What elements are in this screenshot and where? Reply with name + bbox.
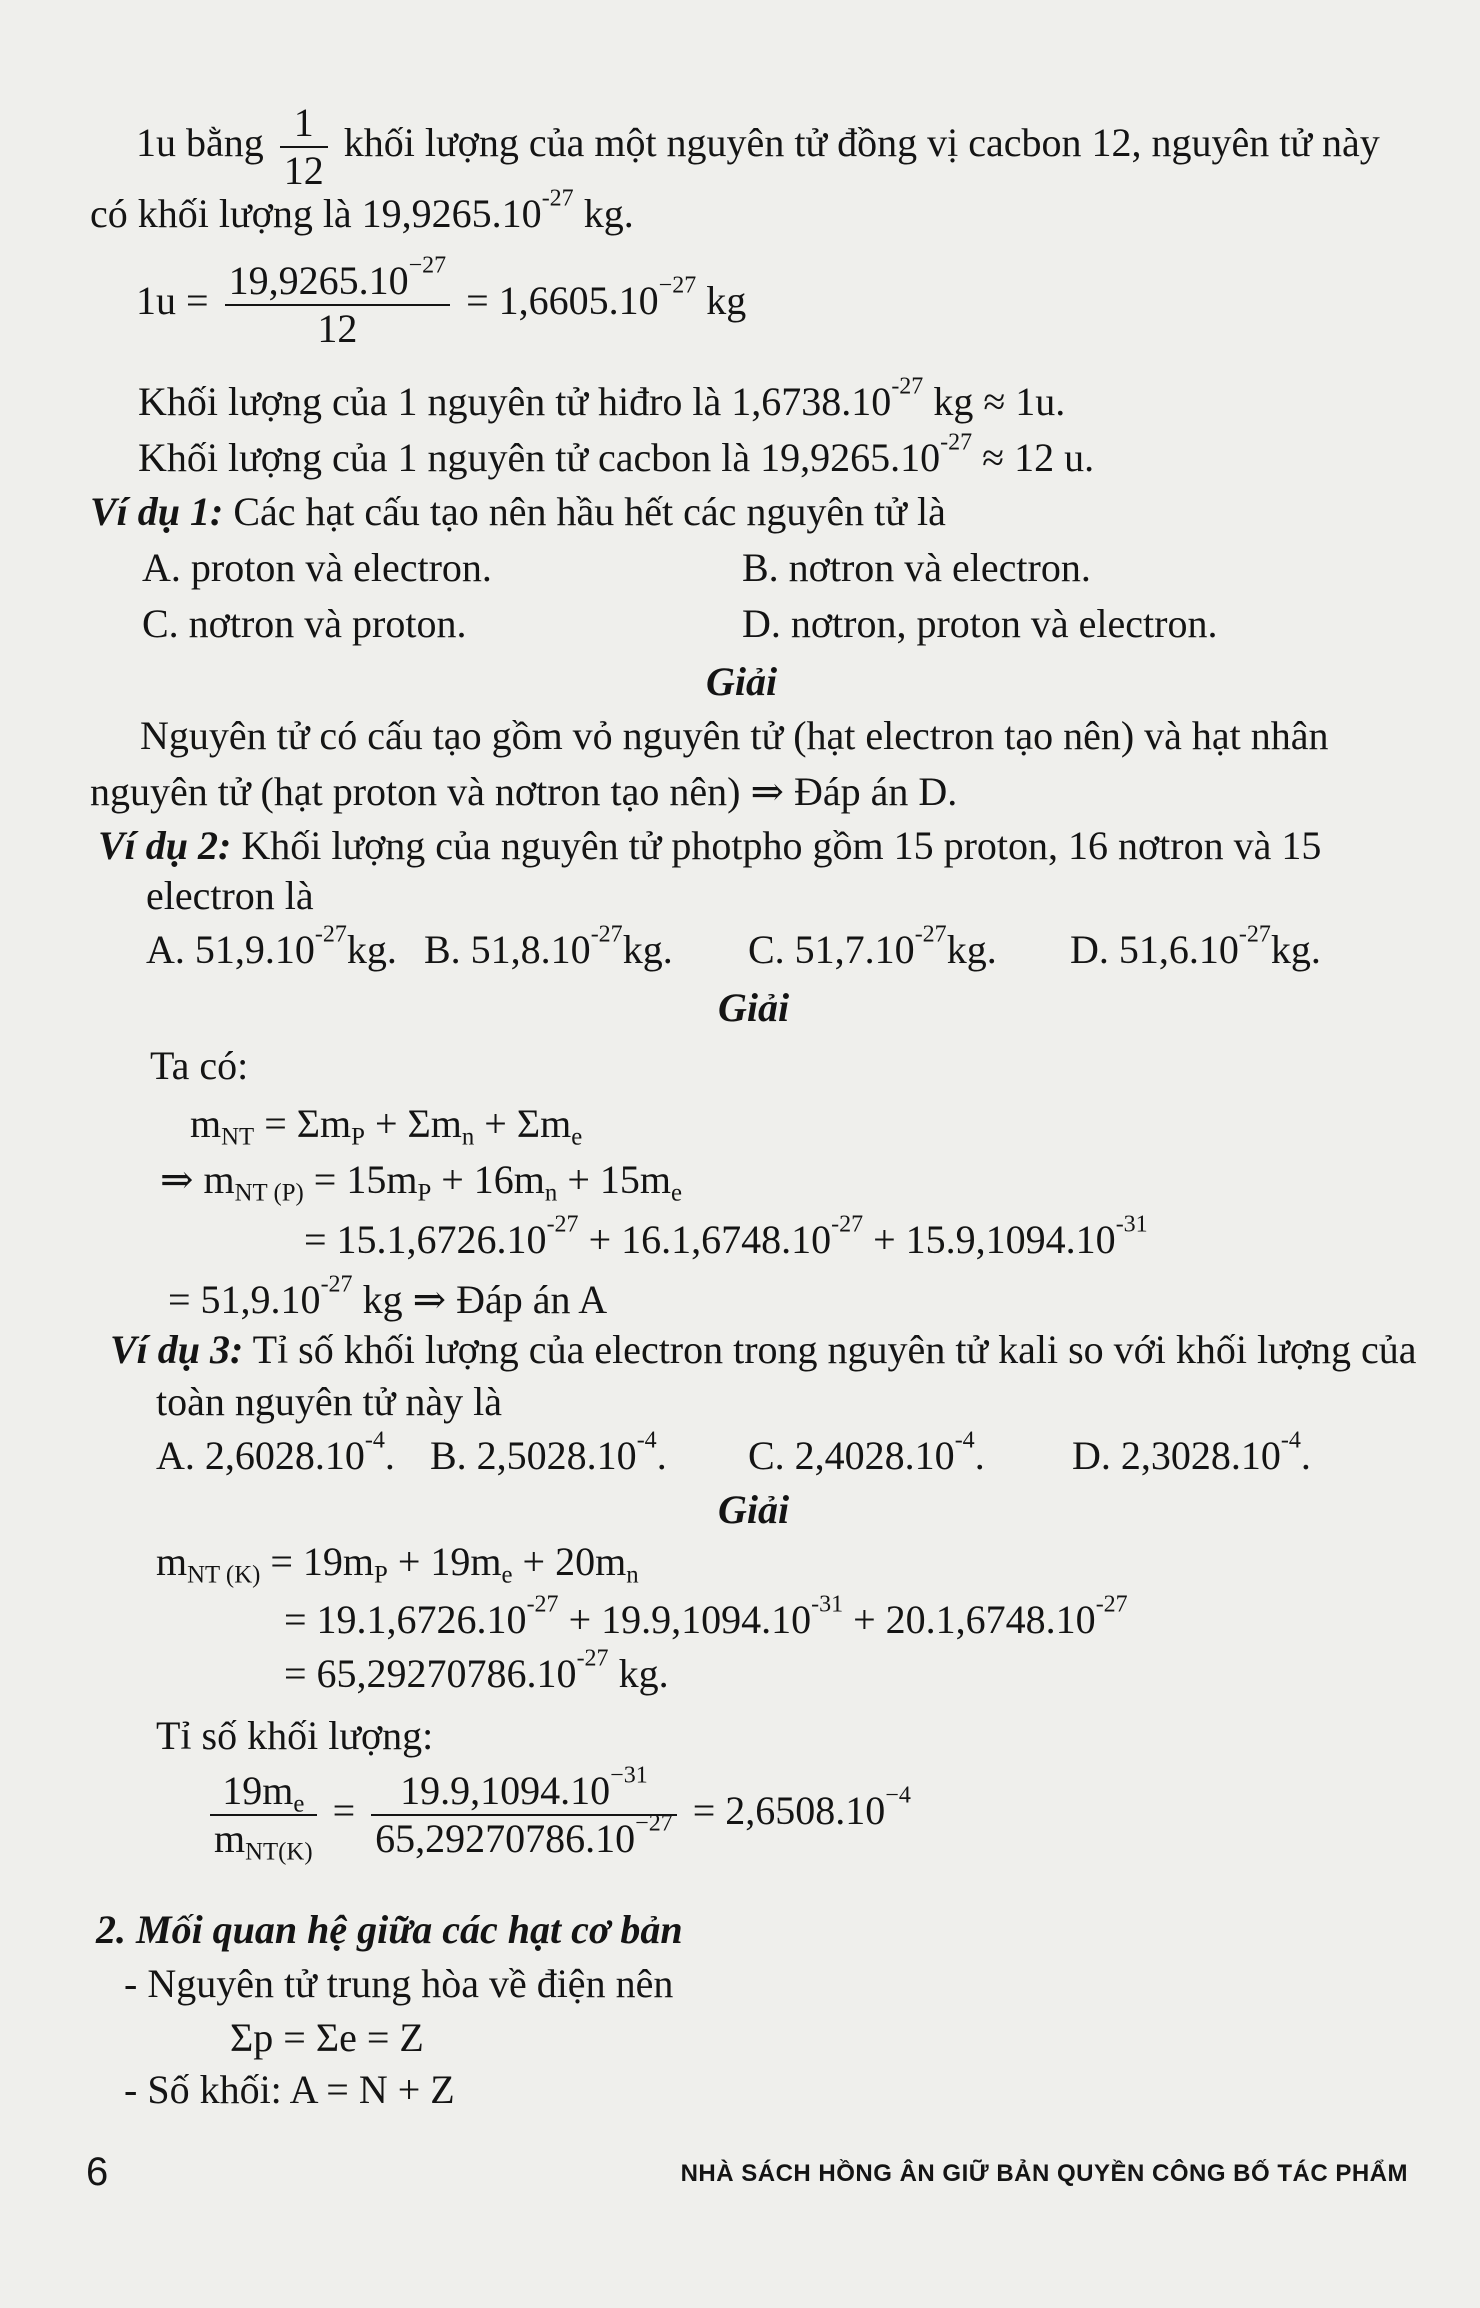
carbon-mass-line: Khối lượng của 1 nguyên tử cacbon là $19,9265.10^{-27} \approx 12$ u. [138,429,1095,480]
example-2-solution-heading: Giải [718,985,790,1030]
atomic-mass-unit-equation: 1u = $\frac{19,9265.10^{-27}}{12}$ = $1,6605.10^{-27}$ kg [136,252,747,351]
example-2-mass-sum-formula: $m_{NT} = \Sigma m_P + \Sigma m_n + \Sigma m_e$ [190,1101,583,1151]
example-3-option-b: B. $2,5028.10^{-4}$. [430,1427,667,1478]
hydrogen-mass-line: Khối lượng của 1 nguyên tử hiđro là $1,6738.10^{-27}$ kg ≈ 1u. [138,373,1066,424]
section-2-heading: 2. Mối quan hệ giữa các hạt cơ bản [96,1907,683,1952]
section-2-line-3: - Số khối: A = N + Z [124,2067,455,2112]
example-3-ratio-label: Tỉ số khối lượng: [156,1713,434,1758]
example-1-solution-line-1: Nguyên tử có cấu tạo gồm vỏ nguyên tử (hạt electron tạo nên) và hạt nhân [140,713,1329,758]
example-2-phosphorus-formula: ⇒ $m_{NT (P)} = 15m_P + 16m_n + 15m_e$ [160,1157,682,1207]
example-3-question-line-1: Ví dụ 3: Tỉ số khối lượng của electron trong nguyên tử kali so với khối lượng của [110,1327,1417,1372]
example-2-option-c: C. $51,7.10^{-27}kg$. [748,921,997,972]
example-3-substitution: = $19.1,6726.10^{-27} + 19.9,1094.10^{-31} + 20.1,6748.10^{-27}$ [284,1591,1128,1642]
example-3-option-c: C. $2,4028.10^{-4}$. [748,1427,985,1478]
example-1-option-b: B. nơtron và electron. [742,545,1091,590]
example-1-solution-line-2: nguyên tử (hạt proton và nơtron tạo nên) ⇒ Đáp án D. [90,769,958,814]
example-2-question-line-1: Ví dụ 2: Khối lượng của nguyên tử photpho gồm 15 proton, 16 nơtron và 15 [98,823,1322,868]
one-twelfth-fraction: $\frac{1}{12}$ [280,100,328,194]
example-3-ratio-equation: $\frac{19m_e}{m_{NT(K)}}$ = $\frac{19.9,1094.10^{-31}}{65,29270786.10^{-27}}$ = $2,6508.10^{-4}$ [204,1768,911,1862]
example-3-option-a: A. $2,6028.10^{-4}$. [156,1427,395,1478]
example-2-option-a: A. $51,9.10^{-27}kg$. [146,921,397,972]
intro-line-2: có khối lượng là $19,9265.10^{-27}$ kg. [90,185,634,236]
intro-line-1: 1u bằng $\frac{1}{12}$ khối lượng của một nguyên tử đồng vị cacbon 12, nguyên tử này [136,100,1380,193]
section-2-line-2: Σp = Σe = Z [230,2015,424,2060]
example-3-total-mass: = $65,29270786.10^{-27}$ kg. [284,1645,669,1696]
example-1-option-d: D. nơtron, proton và electron. [742,601,1218,646]
section-2-line-1: - Nguyên tử trung hòa về điện nên [124,1961,674,2006]
example-3-potassium-formula: $m_{NT (K)} = 19m_P + 19m_e + 20m_n$ [156,1539,639,1589]
example-3-option-d: D. $2,3028.10^{-4}$. [1072,1427,1311,1478]
page-number: 6 [86,2150,109,2194]
example-2-question-line-2: electron là [146,873,314,918]
example-2-we-have: Ta có: [150,1043,249,1088]
example-1-solution-heading: Giải [706,659,778,704]
example-1-option-c: C. nơtron và proton. [142,601,467,646]
example-2-option-b: B. $51,8.10^{-27}kg$. [424,921,673,972]
example-2-result: = $51,9.10^{-27}$ kg ⇒ Đáp án A [168,1271,608,1322]
publisher-copyright: NHÀ SÁCH HỒNG ÂN GIỮ BẢN QUYỀN CÔNG BỐ TÁC PHẨM [680,2160,1408,2187]
example-3-question-line-2: toàn nguyên tử này là [156,1379,503,1424]
example-3-solution-heading: Giải [718,1487,790,1532]
example-2-option-d: D. $51,6.10^{-27}kg$. [1070,921,1321,972]
example-1-question: Ví dụ 1: Các hạt cấu tạo nên hầu hết các nguyên tử là [90,489,946,534]
example-2-substitution: = $15.1,6726.10^{-27} + 16.1,6748.10^{-27} + 15.9,1094.10^{-31}$ [304,1211,1148,1262]
example-1-option-a: A. proton và electron. [142,545,492,590]
